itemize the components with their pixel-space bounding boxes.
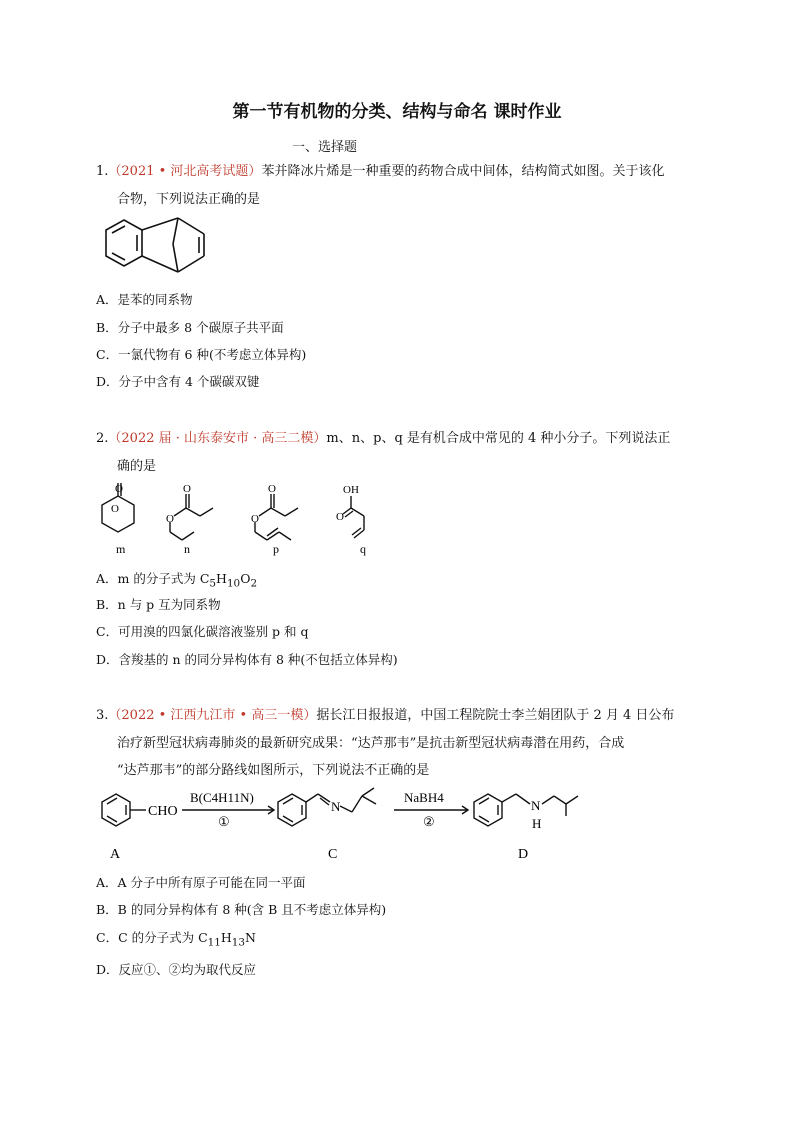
q1-source: （2021 • 河北高考试题） (108, 164, 262, 179)
q2-option-a-h: H (216, 571, 227, 586)
step-1-label: ① (218, 814, 230, 829)
label-q: q (360, 542, 366, 556)
q3-option-c-sub2: 13 (231, 936, 246, 949)
q2-option-c: C．可用溴的四氯化碳溶液鉴别 p 和 q (96, 624, 309, 639)
q3-stem-text1: 据长江日报报道，中国工程院院士李兰娟团队于 2 月 4 日公布 (316, 708, 675, 723)
atom-n-d: N (531, 798, 541, 813)
q2-stem-line1 (96, 427, 670, 446)
q1-stem-line2: 合物，下列说法正确的是 (117, 192, 261, 207)
q2-number: 2. (96, 431, 109, 446)
atom-h-d: H (532, 816, 542, 831)
q2-option-a-o: O (240, 571, 251, 586)
label-p: p (273, 542, 279, 556)
q3-option-a: A．A 分子中所有原子可能在同一平面 (96, 875, 306, 890)
q2-option-a-sub1: 5 (209, 577, 217, 590)
q3-source: （2022 • 江西九江市 • 高三一模） (108, 708, 317, 723)
q2-source: （2022 届 · 山东泰安市 · 高三二模） (108, 431, 327, 446)
benzonorbornadiene-structure (96, 212, 216, 280)
q3-synthesis-scheme (96, 782, 616, 864)
atom-o-q-carbonyl: O (336, 511, 344, 523)
atom-n-c: N (331, 799, 341, 814)
q3-option-d: D．反应①、②均为取代反应 (96, 962, 257, 977)
q2-option-a-text: A．m 的分子式为 C (96, 571, 210, 586)
atom-o-n-carbonyl: O (183, 483, 191, 495)
q2-option-a (96, 569, 257, 590)
label-a: A (110, 847, 121, 862)
q2-option-a-sub2: 10 (226, 577, 241, 590)
reagent-1: B(C4H11N) (190, 790, 254, 805)
atom-o-m-carbonyl: O (115, 483, 123, 495)
q2-option-a-sub3: 2 (250, 577, 258, 590)
atom-o-p-carbonyl: O (268, 483, 276, 495)
label-c: C (328, 847, 338, 862)
q3-option-c (96, 928, 256, 949)
label-m: m (116, 542, 126, 556)
q3-stem-line1 (96, 704, 674, 723)
reagent-2: NaBH4 (404, 790, 444, 805)
q1-option-d: D．分子中含有 4 个碳碳双键 (96, 374, 260, 389)
q1-stem-text1: 苯并降冰片烯是一种重要的药物合成中间体，结构简式如图。关于该化 (261, 164, 665, 179)
q2-stem-text1: m、n、p、q 是有机合成中常见的 4 种小分子。下列说法正 (326, 431, 671, 446)
cho-label: CHO (148, 804, 178, 819)
atom-o-n-ester: O (166, 513, 174, 525)
atom-o-p-ester: O (251, 513, 259, 525)
step-2-label: ② (423, 814, 435, 829)
q3-option-c-n: N (245, 930, 256, 945)
q3-stem-line2: 治疗新型冠状病毒肺炎的最新研究成果：“达芦那韦”是抗击新型冠状病毒潜在用药，合成 (117, 736, 625, 751)
q1-stem-line1 (96, 160, 664, 179)
label-n: n (184, 542, 190, 556)
q3-option-c-sub1: 11 (207, 936, 221, 949)
q1-option-a: A．是苯的同系物 (96, 292, 193, 307)
page-title: 第一节有机物的分类、结构与命名 课时作业 (232, 102, 562, 122)
q3-option-b: B．B 的同分异构体有 8 种(含 B 且不考虑立体异构) (96, 902, 387, 917)
q2-structures (96, 478, 396, 556)
q3-option-c-text: C．C 的分子式为 C (96, 930, 208, 945)
q2-option-d: D．含羧基的 n 的同分异构体有 8 种(不包括立体异构) (96, 652, 398, 667)
q2-stem-line2: 确的是 (117, 459, 157, 474)
q3-number: 3. (96, 708, 109, 723)
q3-stem-line3: “达芦那韦”的部分路线如图所示，下列说法不正确的是 (117, 763, 430, 778)
q1-number: 1. (96, 164, 109, 179)
q3-option-c-h: H (220, 930, 232, 945)
q1-option-c: C．一氯代物有 6 种(不考虑立体异构) (96, 347, 307, 362)
q-oh-label: OH (343, 484, 359, 496)
atom-o-m-ring: O (111, 503, 119, 515)
q2-option-b: B．n 与 p 互为同系物 (96, 597, 221, 612)
label-d: D (518, 847, 529, 862)
section-heading: 一、选择题 (292, 140, 358, 155)
q1-option-b: B．分子中最多 8 个碳原子共平面 (96, 320, 284, 335)
